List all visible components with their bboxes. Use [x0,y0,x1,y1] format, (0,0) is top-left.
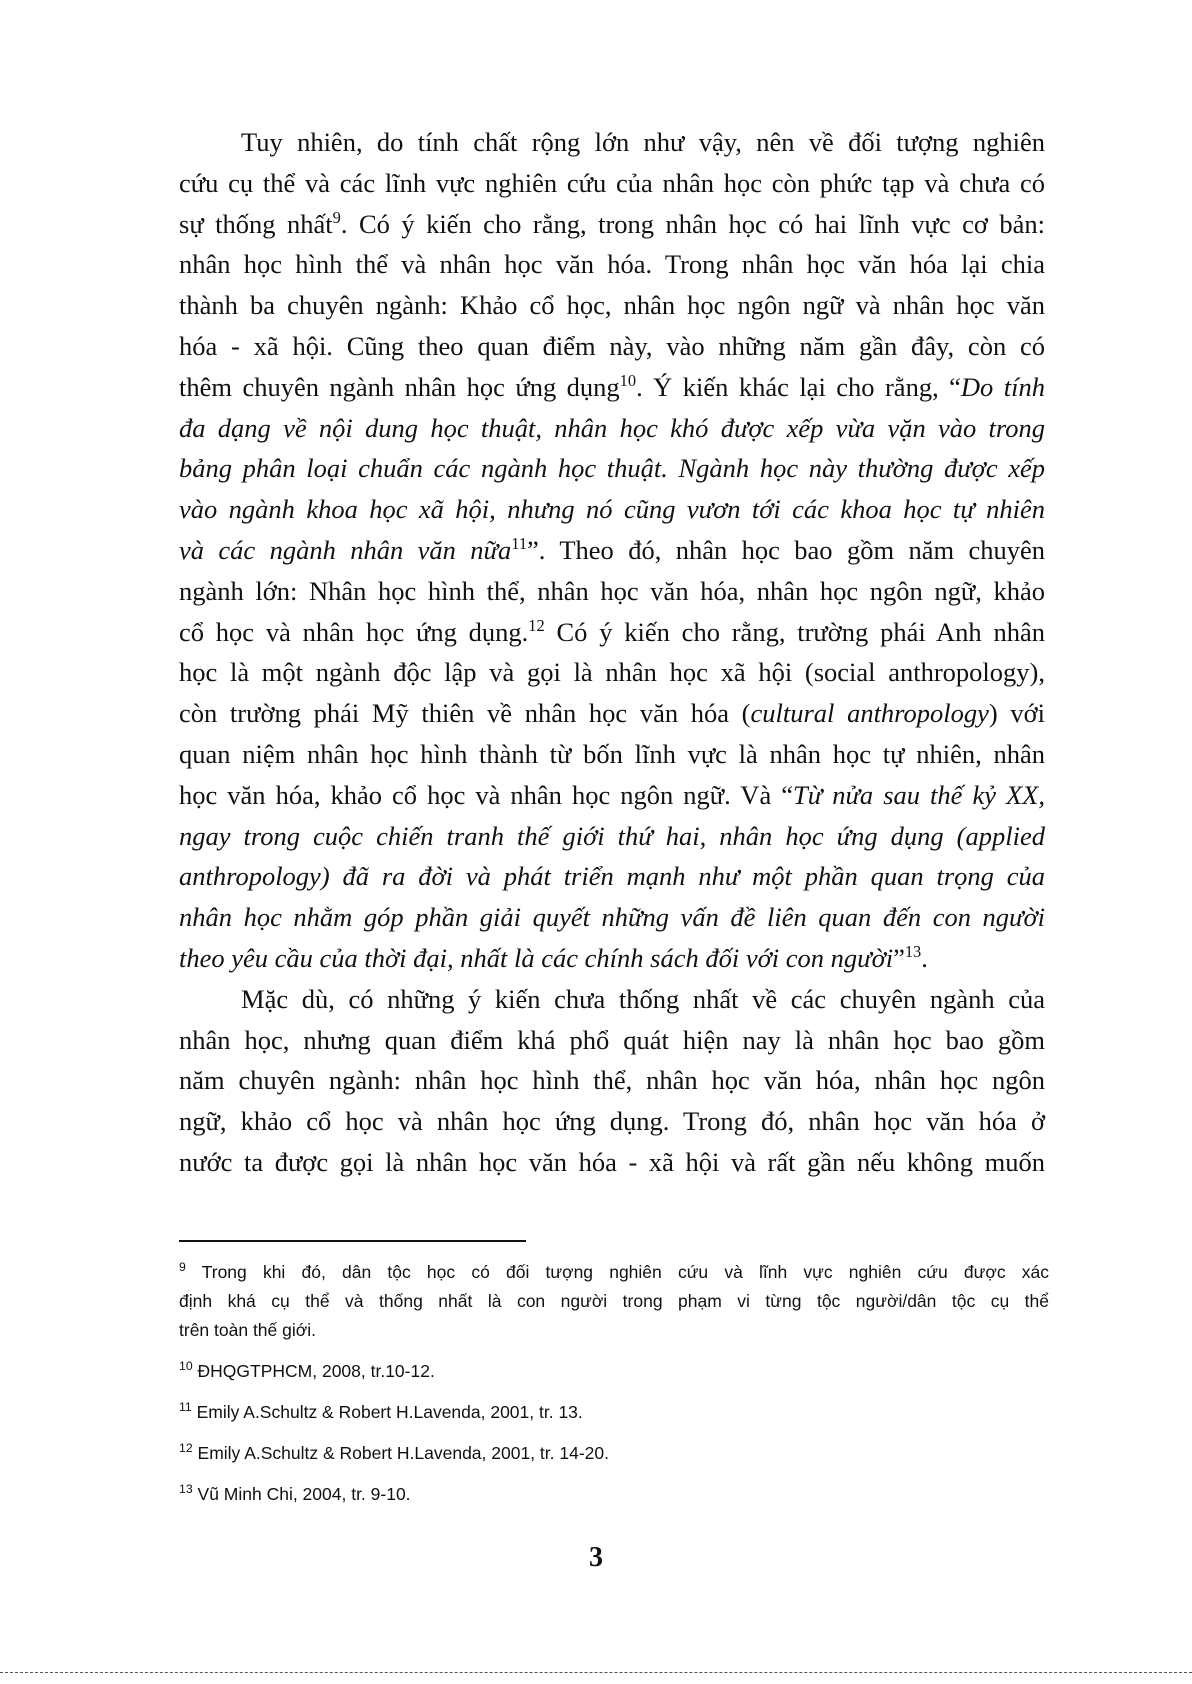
text-line: và các ngành nhân văn nữa$^{11}$”. Theo đó, nhân học bao gồm năm chuyên [179,534,1045,565]
footnote-10 [179,1357,1049,1386]
footnote-12 [179,1439,1049,1468]
italic-quote: cultural anthropology [750,698,989,729]
text-line: học là một ngành độc lập và gọi là nhân học xã hội (social anthropology), [179,657,1045,688]
text-line: thành ba chuyên ngành: Khảo cổ học, nhân học ngôn ngữ và nhân học văn [179,290,1045,321]
text-line: học văn hóa, khảo cổ học và nhân học ngôn ngữ. Và “Từ nửa sau thế kỷ XX, [179,779,1045,810]
italic-quote: Từ nửa sau thế kỷ XX, [793,779,1045,810]
italic-quote: anthropology) đã ra đời và phát triển mạnh như một phần quan trọng của [179,861,1045,892]
text-line: hóa - xã hội. Cũng theo quan điểm này, vào những năm gần đây, còn có [179,330,1045,361]
footnote-line: $^9$ Trong khi đó, dân tộc học có đối tượng nghiên cứu và lĩnh vực nghiên cứu được xác [179,1260,1049,1282]
footnote-ref[interactable]: 9 [332,207,341,227]
paragraph [179,979,1045,1183]
scan-edge-line [0,1672,1192,1673]
text-line: còn trường phái Mỹ thiên về nhân học văn hóa (cultural anthropology) với [179,698,1046,729]
footnote-11 [179,1398,1049,1427]
text-line [179,489,1045,530]
footnote-number: 9 [179,1260,186,1275]
text-line: sự thống nhất$^9$. Có ý kiến cho rằng, trong nhân học có hai lĩnh vực cơ bản: [179,207,1045,239]
text-line: cứu cụ thể và các lĩnh vực nghiên cứu của nhân học còn phức tạp và chưa có [179,167,1045,198]
footnote-number: 12 [179,1441,193,1456]
footnote-ref[interactable]: 10 [619,370,637,390]
footnote-line: $^{12}$ Emily A.Schultz & Robert H.Lavenda, 2001, tr. 14-20. [179,1441,609,1463]
footnote-line: trên toàn thế giới. [179,1320,316,1340]
text-line: ngữ, khảo cổ học và nhân học ứng dụng. Trong đó, nhân học văn hóa ở [179,1106,1045,1137]
italic-quote: Do tính [960,371,1045,402]
text-line [179,897,1045,938]
text-line: quan niệm nhân học hình thành từ bốn lĩnh vực là nhân học tự nhiên, nhân [179,738,1045,769]
footnote-line: định khá cụ thể và thống nhất là con người trong phạm vi từng tộc người/dân tộc cụ thể [179,1291,1049,1311]
text-line [179,448,1045,489]
text-line: ngành lớn: Nhân học hình thể, nhân học văn hóa, nhân học ngôn ngữ, khảo [179,575,1045,606]
footnote-ref[interactable]: 12 [528,615,545,635]
text-line: Mặc dù, có những ý kiến chưa thống nhất về các chuyên ngành của [241,983,1045,1014]
paragraph [179,122,1045,979]
footnote-line: $^{11}$ Emily A.Schultz & Robert H.Lavenda, 2001, tr. 13. [179,1400,583,1422]
footnote-ref[interactable]: 13 [904,942,922,962]
text-line: năm chuyên ngành: nhân học hình thể, nhân học văn hóa, nhân học ngôn [179,1065,1045,1096]
footnotes [179,1258,1049,1521]
text-line: nước ta được gọi là nhân học văn hóa - xã hội và rất gần nếu không muốn [179,1146,1045,1177]
footnote-separator [179,1240,526,1242]
footnote-line: $^{13}$ Vũ Minh Chi, 2004, tr. 9-10. [179,1482,411,1504]
italic-quote: bảng phân loại chuẩn các ngành học thuật. Ngành học này thường được xếp [179,453,1045,484]
page-number: 3 [589,1542,603,1573]
italic-quote: vào ngành khoa học xã hội, nhưng nó cũng vươn tới các khoa học tự nhiên [179,494,1045,525]
text-line: nhân học hình thể và nhân học văn hóa. Trong nhân học văn hóa lại chia [179,249,1045,280]
footnote-line: $^{10}$ ĐHQGTPHCM, 2008, tr.10-12. [179,1359,435,1381]
italic-quote: đa dạng về nội dung học thuật, nhân học khó được xếp vừa vặn vào trong [179,412,1045,443]
italic-quote: ngay trong cuộc chiến tranh thế giới thứ hai, nhân học ứng dụng (applied [179,820,1045,851]
footnote-number: 11 [179,1400,192,1415]
text-line [179,408,1045,449]
footnote-9 [179,1258,1049,1345]
italic-quote: và các ngành nhân văn nữa [179,534,512,565]
text-line: nhân học, nhưng quan điểm khá phổ quát hiện nay là nhân học bao gồm [179,1024,1045,1055]
text-line: cổ học và nhân học ứng dụng.$^{12}$ Có ý kiến cho rằng, trường phái Anh nhân [179,615,1045,647]
text-line: theo yêu cầu của thời đại, nhất là các chính sách đối với con người”$^{13}$. [179,942,928,973]
italic-quote: nhân học nhằm góp phần giải quyết những vấn đề liên quan đến con người [179,902,1045,933]
italic-quote: theo yêu cầu của thời đại, nhất là các chính sách đối với con người [179,942,894,973]
text-line [179,816,1045,857]
footnote-13 [179,1480,1049,1509]
text-line: Tuy nhiên, do tính chất rộng lớn như vậy, nên về đối tượng nghiên [241,127,1045,157]
footnote-number: 13 [179,1482,193,1497]
text-line: thêm chuyên ngành nhân học ứng dụng$^{10}$. Ý kiến khác lại cho rằng, “Do tính [179,370,1045,402]
body-text [179,122,1045,1183]
footnote-ref[interactable]: 11 [511,534,528,554]
text-line [179,856,1045,897]
footnote-number: 10 [179,1359,193,1374]
